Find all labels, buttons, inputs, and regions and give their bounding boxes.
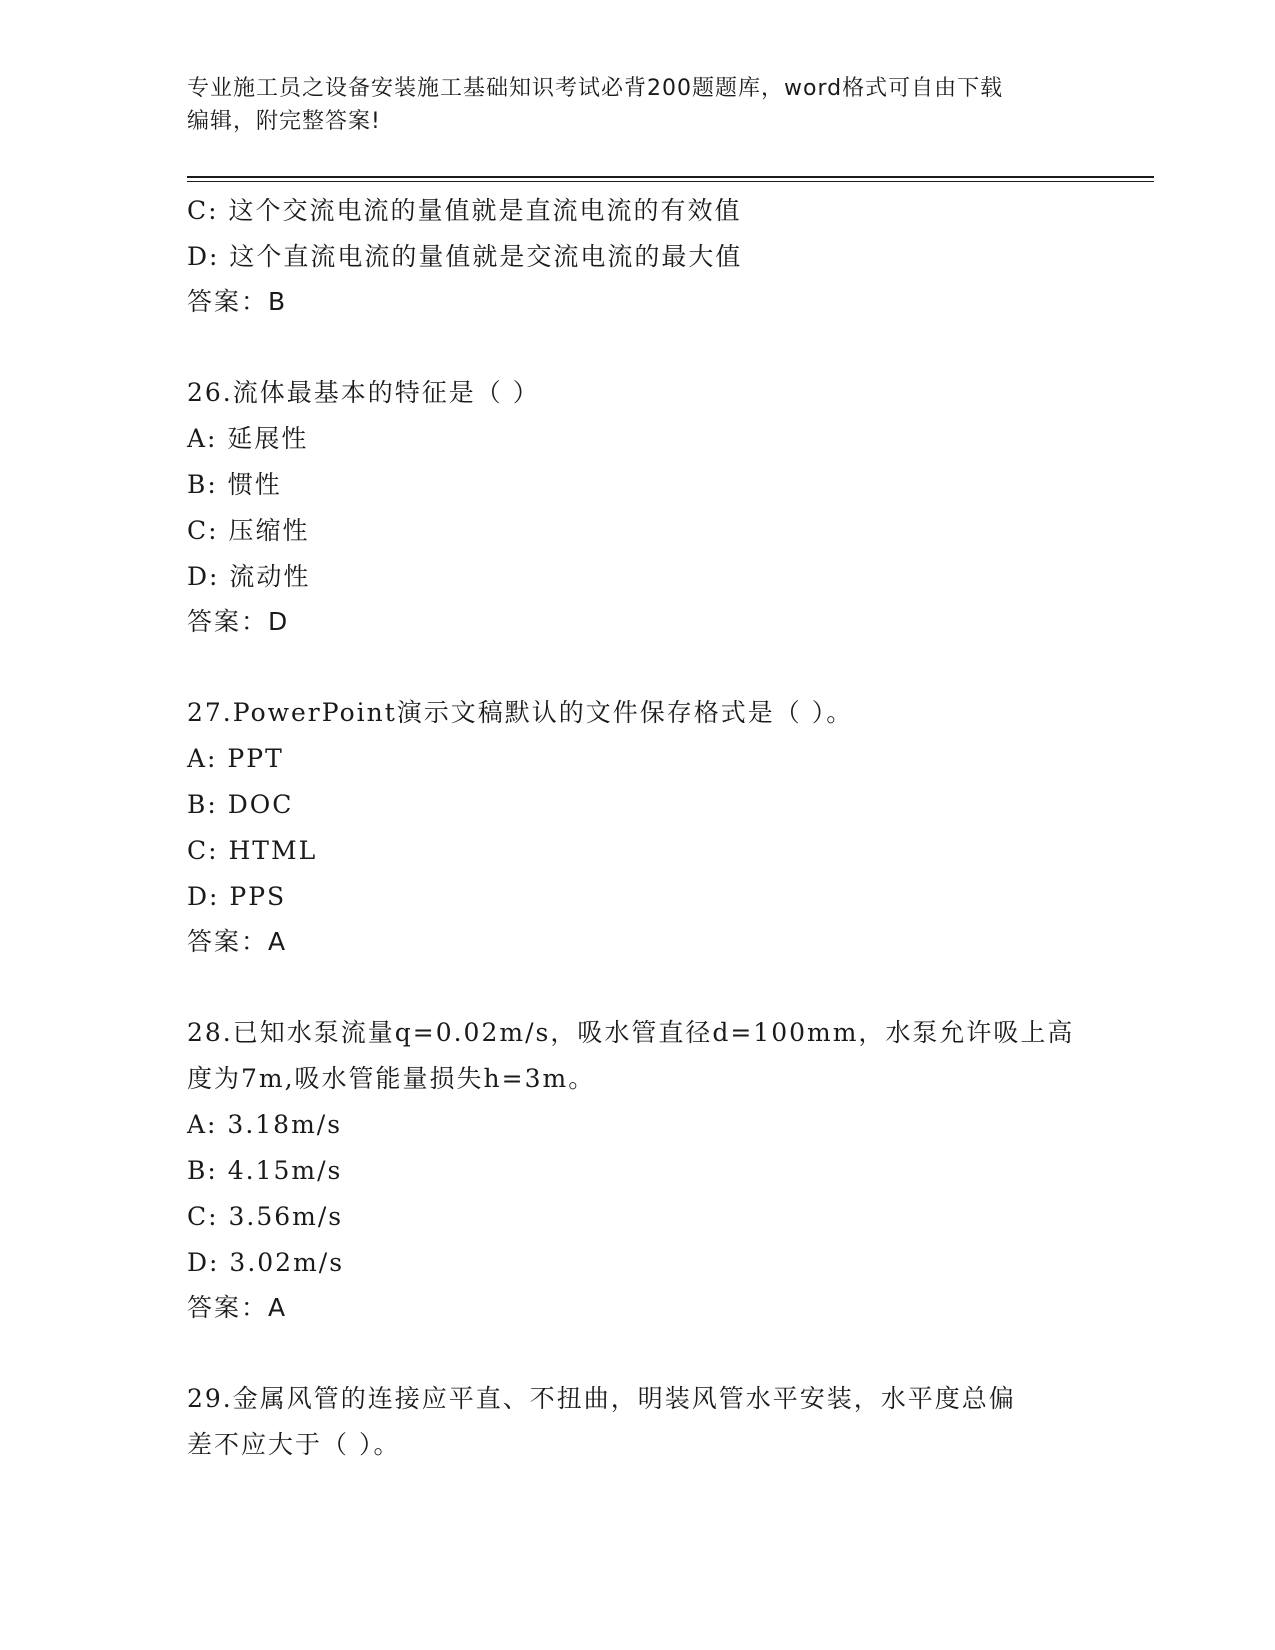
question-26 <box>187 370 1087 644</box>
spacer <box>187 324 1087 370</box>
question-25-tail <box>187 188 1087 324</box>
question-text: 27.PowerPoint演示文稿默认的文件保存格式是（ ）。 <box>187 698 854 727</box>
document-header <box>187 72 1087 138</box>
option-d: D: 流动性 <box>187 562 311 591</box>
question-text-line-2: 差不应大于（ ）。 <box>187 1430 401 1459</box>
answer-line: 答案：B <box>187 287 288 316</box>
question-text: 26.流体最基本的特征是（ ） <box>187 378 540 407</box>
spacer <box>187 1330 1087 1376</box>
option-d: D: 3.02m/s <box>187 1248 345 1277</box>
question-29 <box>187 1376 1087 1468</box>
question-28 <box>187 1010 1087 1330</box>
answer-line: 答案：A <box>187 1293 288 1322</box>
question-text-line-1: 28.已知水泵流量q=0.02m/s，吸水管直径d=100mm，水泵允许吸上高 <box>187 1018 1075 1047</box>
question-text-line-1: 29.金属风管的连接应平直、不扭曲，明装风管水平安装，水平度总偏 <box>187 1384 1016 1413</box>
option-a: A: 延展性 <box>187 424 309 453</box>
header-divider-thin <box>187 181 1154 182</box>
option-a: A: 3.18m/s <box>187 1110 343 1139</box>
spacer <box>187 964 1087 1010</box>
option-b: B: 惯性 <box>187 470 282 499</box>
option-c: C: 压缩性 <box>187 516 310 545</box>
question-text-line-2: 度为7m,吸水管能量损失h=3m。 <box>187 1064 596 1093</box>
option-d: D: PPS <box>187 882 287 911</box>
answer-line: 答案：A <box>187 927 288 956</box>
option-c: C: 3.56m/s <box>187 1202 344 1231</box>
option-d: D: 这个直流电流的量值就是交流电流的最大值 <box>187 242 743 271</box>
option-b: B: DOC <box>187 790 294 819</box>
question-list <box>187 188 1087 1468</box>
header-title-line-1: 专业施工员之设备安装施工基础知识考试必背200题题库，word格式可自由下载 <box>187 76 1004 101</box>
option-c: C: 这个交流电流的量值就是直流电流的有效值 <box>187 196 742 225</box>
option-a: A: PPT <box>187 744 284 773</box>
option-b: B: 4.15m/s <box>187 1156 343 1185</box>
spacer <box>187 644 1087 690</box>
header-divider-thick <box>187 176 1154 178</box>
answer-line: 答案：D <box>187 607 290 636</box>
header-title-line-2: 编辑，附完整答案! <box>187 109 381 134</box>
option-c: C: HTML <box>187 836 318 865</box>
question-27 <box>187 690 1087 964</box>
